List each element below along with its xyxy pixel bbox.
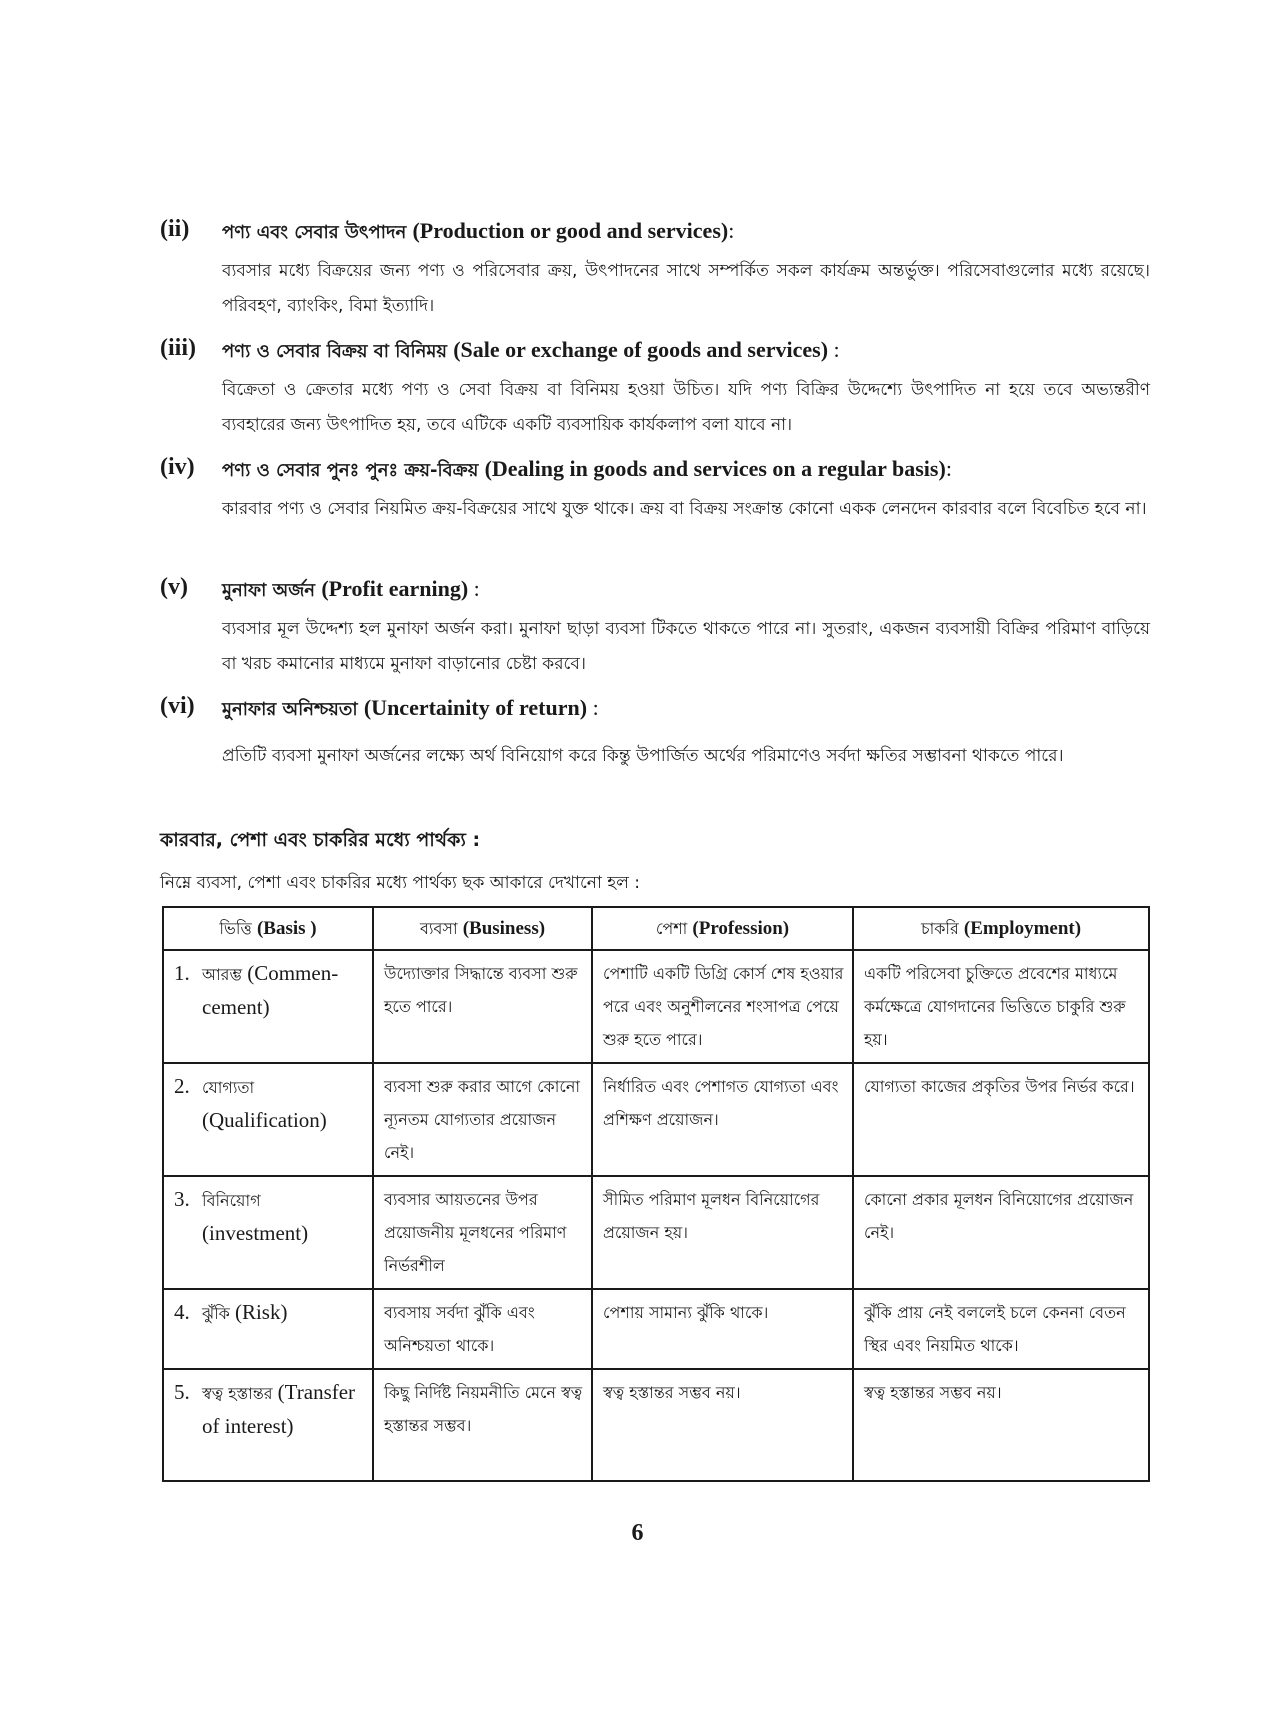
cell-employment: স্বত্ব হস্তান্তর সম্ভব নয়। — [853, 1369, 1149, 1481]
item-title — [222, 695, 599, 726]
basis-bn: বিনিয়োগ — [202, 1191, 261, 1210]
basis-label — [174, 957, 364, 1024]
cell-basis — [163, 1063, 373, 1176]
page-number: 6 — [631, 1520, 644, 1546]
cell-business: উদ্যোক্তার সিদ্ধান্তে ব্যবসা শুরু হতে পারে। — [373, 950, 592, 1063]
item-number: (vi) — [160, 693, 195, 719]
basis-label — [174, 1376, 364, 1443]
basis-label — [174, 1070, 364, 1137]
item-title-en: (Profit earning) — [321, 576, 469, 601]
item-title-en: (Production or good and services) — [412, 218, 729, 243]
header-bn: ব্যবসা — [419, 919, 463, 938]
cell-profession: পেশাটি একটি ডিগ্রি কোর্স শেষ হওয়ার পরে এবং অনুশীলনের শংসাপত্র পেয়ে শুরু হতে পারে। — [592, 950, 853, 1063]
cell-business: ব্যবসায় সর্বদা ঝুঁকি এবং অনিশ্চয়তা থাকে। — [373, 1289, 592, 1369]
item-title-bn: পণ্য ও সেবার পুনঃ পুনঃ ক্রয়-বিক্রয় — [222, 460, 485, 481]
item-title — [222, 456, 952, 487]
header-basis — [163, 907, 373, 950]
cell-employment: যোগ্যতা কাজের প্রকৃতির উপর নির্ভর করে। — [853, 1063, 1149, 1176]
item-title-en: (Uncertainity of return) — [363, 695, 588, 720]
item-title — [222, 218, 734, 249]
item-heading — [160, 454, 1150, 488]
list-item-uncertainty — [160, 693, 1150, 774]
row-number: 4. — [174, 1300, 190, 1324]
cell-basis — [163, 1289, 373, 1369]
row-number: 5. — [174, 1380, 190, 1404]
cell-basis — [163, 1176, 373, 1289]
item-title-en: (Sale or exchange of goods and services) — [453, 337, 829, 362]
list-item-sale-exchange — [160, 335, 1150, 443]
cell-profession: সীমিত পরিমাণ মূলধন বিনিয়োগের প্রয়োজন হয়। — [592, 1176, 853, 1289]
item-colon: : — [587, 695, 599, 720]
basis-en: (investment) — [202, 1221, 309, 1245]
table-row — [163, 1176, 1149, 1289]
header-bn: ভিত্তি — [219, 919, 257, 938]
cell-basis — [163, 1369, 373, 1481]
item-body: বিক্রেতা ও ক্রেতার মধ্যে পণ্য ও সেবা বিক্রয় বা বিনিময় হওয়া উচিত। যদি পণ্য বিক্রির উদ্দেশ্যে উৎপাদিত না হয়ে তবে অভ্যন্তরীণ ব্যবহারের জন্য উৎপাদিত হয়, তবে এটিকে একটি ব্যবসায়িক কার্যকলাপ বলা যাবে না। — [222, 380, 1150, 435]
basis-en: (Qualification) — [202, 1108, 327, 1132]
item-body: ব্যবসার মূল উদ্দেশ্য হল মুনাফা অর্জন করা। মুনাফা ছাড়া ব্যবসা টিকতে থাকতে পারে না। সুতরাং, একজন ব্যবসায়ী বিক্রির পরিমাণ বাড়িয়ে বা খরচ কমানোর মাধ্যমে মুনাফা বাড়ানোর চেষ্টা করবে। — [222, 619, 1150, 674]
row-number: 2. — [174, 1074, 190, 1098]
item-heading — [160, 335, 1150, 369]
cell-business: ব্যবসার আয়তনের উপর প্রয়োজনীয় মূলধনের পরিমাণ নির্ভরশীল — [373, 1176, 592, 1289]
list-item-production — [160, 216, 1150, 324]
section-heading: কারবার, পেশা এবং চাকরির মধ্যে পার্থক্য : — [160, 829, 481, 851]
header-bn: চাকরি — [920, 919, 964, 938]
basis-bn: আরম্ভ — [202, 965, 248, 984]
item-title-bn: পণ্য এবং সেবার উৎপাদন — [222, 222, 413, 243]
item-body: কারবার পণ্য ও সেবার নিয়মিত ক্রয়-বিক্রয়ের সাথে যুক্ত থাকে। ক্রয় বা বিক্রয় সংক্রান্ত কোনো একক লেনদেন কারবার বলে বিবেচিত হবে না। — [222, 499, 1147, 519]
header-bn: পেশা — [655, 919, 693, 938]
item-body: প্রতিটি ব্যবসা মুনাফা অর্জনের লক্ষ্যে অর্থ বিনিয়োগ করে কিন্তু উপার্জিত অর্থের পরিমাণেও সর্বদা ক্ষতির সম্ভাবনা থাকতে পারে। — [222, 746, 1064, 766]
cell-profession: স্বত্ব হস্তান্তর সম্ভব নয়। — [592, 1369, 853, 1481]
header-en: (Employment) — [963, 918, 1082, 939]
basis-en: (Transfer of interest) — [202, 1380, 356, 1438]
item-number: (ii) — [160, 216, 190, 242]
header-employment — [853, 907, 1149, 950]
table-row — [163, 950, 1149, 1063]
item-title-en: (Dealing in goods and services on a regular basis) — [484, 456, 946, 481]
table-row — [163, 1369, 1149, 1481]
list-item-profit-earning — [160, 574, 1150, 682]
row-number: 3. — [174, 1187, 190, 1211]
cell-business: কিছু নির্দিষ্ট নিয়মনীতি মেনে স্বত্ব হস্তান্তর সম্ভব। — [373, 1369, 592, 1481]
table-header-row — [163, 907, 1149, 950]
list-item-regular-dealing — [160, 454, 1150, 527]
section-intro: নিম্নে ব্যবসা, পেশা এবং চাকরির মধ্যে পার্থক্য ছক আকারে দেখানো হল : — [160, 873, 641, 893]
item-heading — [160, 693, 1150, 727]
cell-employment: একটি পরিসেবা চুক্তিতে প্রবেশের মাধ্যমে কর্মক্ষেত্রে যোগদানের ভিত্তিতে চাকুরি শুরু হয়। — [853, 950, 1149, 1063]
basis-en: (Commen- cement) — [202, 961, 339, 1019]
item-colon: : — [828, 337, 840, 362]
cell-profession: পেশায় সামান্য ঝুঁকি থাকে। — [592, 1289, 853, 1369]
header-en: (Profession) — [692, 918, 790, 939]
cell-profession: নির্ধারিত এবং পেশাগত যোগ্যতা এবং প্রশিক্ষণ প্রয়োজন। — [592, 1063, 853, 1176]
item-body: ব্যবসার মধ্যে বিক্রয়ের জন্য পণ্য ও পরিসেবার ক্রয়, উৎপাদনের সাথে সম্পর্কিত সকল কার্যক্রম অন্তর্ভুক্ত। পরিসেবাগুলোর মধ্যে রয়েছে। পরিবহণ, ব্যাংকিং, বিমা ইত্যাদি। — [222, 261, 1150, 316]
item-title-bn: মুনাফা অর্জন — [222, 580, 322, 601]
item-title — [222, 576, 480, 607]
item-number: (v) — [160, 574, 188, 600]
cell-employment: ঝুঁকি প্রায় নেই বললেই চলে কেননা বেতন স্থির এবং নিয়মিত থাকে। — [853, 1289, 1149, 1369]
header-en: (Basis ) — [256, 918, 317, 939]
item-number: (iv) — [160, 454, 195, 480]
table-row — [163, 1063, 1149, 1176]
basis-label — [174, 1296, 364, 1330]
basis-bn: যোগ্যতা — [202, 1078, 255, 1097]
basis-label — [174, 1183, 364, 1250]
row-number: 1. — [174, 961, 190, 985]
comparison-table — [162, 906, 1150, 1482]
basis-en: (Risk) — [234, 1300, 288, 1324]
item-colon: : — [468, 576, 480, 601]
item-title-bn: পণ্য ও সেবার বিক্রয় বা বিনিময় — [222, 341, 454, 362]
item-colon: : — [945, 456, 952, 481]
item-heading — [160, 216, 1150, 250]
item-heading — [160, 574, 1150, 608]
basis-bn: ঝুঁকি — [202, 1304, 235, 1323]
header-en: (Business) — [462, 918, 546, 939]
cell-employment: কোনো প্রকার মূলধন বিনিয়োগের প্রয়োজন নেই। — [853, 1176, 1149, 1289]
item-title-bn: মুনাফার অনিশ্চয়তা — [222, 699, 364, 720]
header-profession — [592, 907, 853, 950]
cell-basis — [163, 950, 373, 1063]
item-title — [222, 337, 840, 368]
basis-bn: স্বত্ব হস্তান্তর — [202, 1384, 278, 1403]
table-row — [163, 1289, 1149, 1369]
cell-business: ব্যবসা শুরু করার আগে কোনো ন্যূনতম যোগ্যতার প্রয়োজন নেই। — [373, 1063, 592, 1176]
item-number: (iii) — [160, 335, 196, 361]
header-business — [373, 907, 592, 950]
item-colon: : — [728, 218, 735, 243]
